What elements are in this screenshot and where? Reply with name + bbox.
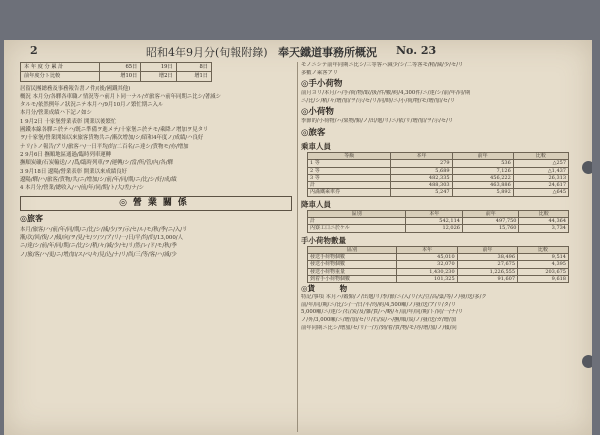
table-header-row — [308, 210, 569, 217]
page-header — [30, 44, 572, 60]
paragraph: 概況 本月分/各驛各車職ノ情況等ハ前月ト同一ナル/ガ旅客ハ前年同期ニ比シ/著減シ — [20, 93, 221, 100]
paragraph: ヲ/十家堡/營業開始以來旅客貨物共ニ/漸次增加/シ/昭和4年度ノ/成績/ハ良好 — [20, 135, 204, 142]
binder-hole-bottom — [582, 355, 592, 368]
table-cell: 4,395 — [518, 261, 569, 268]
section-title: ◎旅客 — [20, 213, 43, 224]
table-cell: 456,222 — [452, 174, 513, 181]
paragraph: 1 9月2日 十家堡營業表彰 開業以後繁忙 — [20, 118, 117, 125]
table-cell: △1,437 — [513, 167, 568, 174]
left-body-text — [20, 85, 292, 193]
paragraph: 4 本月分/營業/總收入/ハ/前/年/同/期/ト/大/差/ナ/シ — [20, 185, 144, 192]
table-cell: 1,226,555 — [457, 268, 517, 275]
table-cell: 發送小荷物個數 — [308, 261, 397, 268]
table-row — [308, 160, 569, 167]
table-cell: 12,026 — [406, 225, 463, 232]
section-heading-small-parcel: ◎小荷物 — [301, 107, 334, 118]
paragraph: 居留民團總務及事務報告書ノ件/(後/國鐵其他) — [20, 85, 131, 92]
table-cell: 2 等 — [308, 167, 391, 174]
subheading-luggage: 手小荷物數量 — [301, 235, 346, 245]
table-cell: 9,618 — [518, 275, 569, 282]
paragraph: 2 9月6日 撫順地區通過/臨時列車運轉 — [20, 151, 112, 158]
paragraph: 多數ノ乘客アリ — [301, 69, 338, 76]
freight-heading-part-2: 物 — [339, 284, 348, 294]
paragraph: タルモ/依然例年ノ狀況ニテ本月ハ/9月10月ノ繁忙期ニ入ル — [20, 102, 164, 109]
freight-heading-part-1: ◎貨 — [301, 284, 316, 294]
paragraph: ニ/比/シ/稍/々/增/加/ヲ/示/セ/リ/同/時/ニ/小/荷/物/モ/增/加/セ/リ — [301, 97, 456, 104]
table-cell: 65日 — [100, 63, 141, 72]
left-closing-text — [20, 226, 292, 259]
paragraph: 3 9月18日 遼陽/營業表彰 開業以來成績良好 — [20, 168, 127, 175]
table-cell: 101,325 — [397, 275, 457, 282]
table-cell: △257 — [513, 160, 568, 167]
paragraph: ナリ/トノ報告/アリ/旅客ハ/一日平均/約/二百名/ニ達シ/貨物モ/亦/增加 — [20, 143, 189, 150]
table-cell: 1 等 — [308, 160, 391, 167]
table-cell: 38,496 — [457, 253, 517, 260]
table-cell: 488,303 — [391, 182, 452, 189]
table-cell: 計 — [308, 182, 391, 189]
table-cell: 計 — [308, 218, 406, 225]
document-title: 奉天鐵道事務所概況 — [278, 46, 377, 59]
table-row — [308, 182, 569, 189]
table-cell: 279 — [391, 160, 452, 167]
section-banner: ◎營業關係 — [20, 196, 292, 211]
binder-hole-top — [582, 161, 592, 174]
table-cell: 1,430,230 — [397, 268, 457, 275]
table-cell: 前年度分ト比較 — [21, 72, 100, 81]
paragraph: 季節的/小荷物/ハ/果物/類/ノ/出/廻/リ/ニ/依/リ/增/加/ヲ/示/セ/リ — [301, 118, 454, 125]
table-row — [308, 174, 569, 181]
date-label: 昭和4年9月分(旬報附錄) — [146, 46, 268, 59]
table-cell: 482,335 — [391, 174, 452, 181]
table-cell: 5,689 — [391, 167, 452, 174]
table-cell: 15,760 — [462, 225, 519, 232]
table-cell: 19日 — [141, 63, 176, 72]
subheading-alighting: 降車人員 — [301, 199, 331, 209]
table-cell: △645 — [513, 189, 568, 196]
table-cell: 27,675 — [457, 261, 517, 268]
column-divider — [297, 62, 298, 432]
table-row — [308, 218, 569, 225]
table-cell: 發送手荷物個數 — [308, 253, 397, 260]
column-header: 本年 — [391, 152, 452, 159]
table-row — [308, 275, 569, 282]
paragraph: 5,000噸/ニ/達/シ/石/炭/及/雜/貨/ハ/略/々/前/年/同/期/ト/同/一/ナ/リ — [301, 309, 464, 316]
table-row — [308, 189, 569, 196]
column-header: 本年 — [406, 210, 463, 217]
paragraph: 漸/次/回/復/ノ/傾/向/ヲ/見/セ/ツ/ツ/ア/リ/一/日/平/均/約/13,000/人 — [20, 235, 183, 242]
table-cell: 32,070 — [397, 261, 457, 268]
table-header-row — [308, 246, 569, 253]
table-cell: 3 等 — [308, 174, 391, 181]
boarding-table — [307, 152, 569, 197]
table-cell: 增1日 — [176, 72, 211, 81]
table-row — [308, 253, 569, 260]
table-cell: 7,126 — [452, 167, 513, 174]
table-cell: 26,313 — [513, 174, 568, 181]
table-cell: 542,114 — [406, 218, 463, 225]
paragraph: 國鐵本線各驛ニ於テハ/既ニ準備ヲ進メテ/十家堡ニ於テモ/乘降ノ增加ヲ見タリ — [20, 127, 209, 134]
table-cell: 497,750 — [462, 218, 519, 225]
section-heading-parcel: ◎手小荷物 — [301, 79, 343, 90]
left-column — [20, 62, 292, 432]
table-cell: 發送小荷物重量 — [308, 268, 397, 275]
table-cell: 91,607 — [457, 275, 517, 282]
table-header-row — [308, 152, 569, 159]
page-number: 2 — [30, 44, 38, 57]
table-row — [308, 268, 569, 275]
paragraph: 本月分/營業成績ハ下記ノ如シ — [20, 110, 92, 117]
stat-table — [20, 62, 212, 82]
table-row — [308, 261, 569, 268]
table-cell: 463,886 — [452, 182, 513, 189]
table-cell: 增10日 — [100, 72, 141, 81]
table-cell: 本 年 度 分 累 計 — [21, 63, 100, 72]
table-cell: 到着手小荷物個數 — [308, 275, 397, 282]
table-cell: 536 — [452, 160, 513, 167]
column-header: 前年 — [452, 152, 513, 159]
paragraph: ノ/旅/客/ハ/更/ニ/增/加/ス/ベ/キ/見/込/ナ/リ/尚/三/等/客/ハ/減/少 — [20, 251, 177, 258]
document-page — [4, 40, 592, 435]
table-cell: 44,364 — [519, 218, 569, 225]
column-header: 比較 — [518, 246, 569, 253]
paragraph: 前/年/同/期/ニ/比/シ/一/日/平/均/約/4,500噸/ノ/發/送/ア/リ/タ/リ — [301, 301, 457, 308]
column-header: 區別 — [308, 210, 406, 217]
table-cell: 8日 — [176, 63, 211, 72]
column-header: 等級 — [308, 152, 391, 159]
paragraph: モノニシテ前年同期ニ比シ/三等客ハ減少/シ/二等客モ/稍/減/少/セ/リ — [301, 62, 464, 68]
paragraph: 本月/旅客/ハ/前/年/同/期/ニ/比/シ/減/少/ヲ/示/セ/ル/モ/秋/季/ニ/入/リ — [20, 226, 188, 233]
table-cell: 增2日 — [141, 72, 176, 81]
section-heading-travel: ◎旅客 — [301, 127, 326, 138]
column-header: 本年 — [397, 246, 457, 253]
table-cell: 3,734 — [519, 225, 569, 232]
paragraph: 遼陽/驛/ハ/旅客/貨物/共/ニ/增加/シ/前/年/同/期/ニ/比/シ/好/成/績 — [20, 176, 177, 183]
table-cell: 內滿鐵乘車券 — [308, 189, 391, 196]
table-cell: 203,675 — [518, 268, 569, 275]
table-cell: 內寮工口ニ於ケル — [308, 225, 406, 232]
column-header: 前年 — [462, 210, 519, 217]
table-cell: 5,247 — [391, 189, 452, 196]
column-header: 比較 — [513, 152, 568, 159]
issue-number: No. 23 — [396, 44, 437, 57]
column-header: 前年 — [457, 246, 517, 253]
paragraph: ノ/外/3,000噸/ニ/增/加/セ/リ/石/炭/ハ/撫/順/炭/ノ/發/送/ガ/增/加 — [301, 316, 457, 323]
table-row — [21, 63, 212, 72]
paragraph: 前月ヨリ/本月/ハ/手/荷/物/取/扱/件/數/約/4,300件/ニ/達/シ/前/年/同/期 — [301, 90, 471, 97]
alighting-table — [307, 210, 569, 233]
paragraph: ニ/達/シ/前/年/同/期/ニ/比/シ/稍/々/減/少/セ/リ/然/レ/ド/モ/秋/季 — [20, 243, 177, 250]
table-cell: 5,892 — [452, 189, 513, 196]
paragraph: 撫順炭礦/石炭輸送/ノ/爲/臨時列車/ヲ/運轉/シ/當/所/管/內/各/驛 — [20, 160, 173, 167]
table-row — [21, 72, 212, 81]
section-heading-freight — [301, 284, 571, 294]
table-cell: 9,514 — [518, 253, 569, 260]
subheading-boarding: 乘車人員 — [301, 141, 331, 151]
luggage-table — [307, 246, 569, 283]
paragraph: 前年同期ニ比シ/增加/セ/リ/一/方/到/着/貨/物/モ/亦/增/加/ノ/傾/向 — [301, 324, 457, 331]
table-row — [308, 167, 569, 174]
column-header: 區別 — [308, 246, 397, 253]
table-row — [308, 225, 569, 232]
table-cell: 24,617 — [513, 182, 568, 189]
table-cell: 45,010 — [397, 253, 457, 260]
paragraph: 特記/事項 本月ハ/穀類/ノ/出廻/リ/季/節/ニ/入/リ/大/豆/高/粱/等/ノ/發/送/多/ク — [301, 294, 487, 301]
column-header: 比較 — [519, 210, 569, 217]
right-column — [301, 62, 571, 432]
